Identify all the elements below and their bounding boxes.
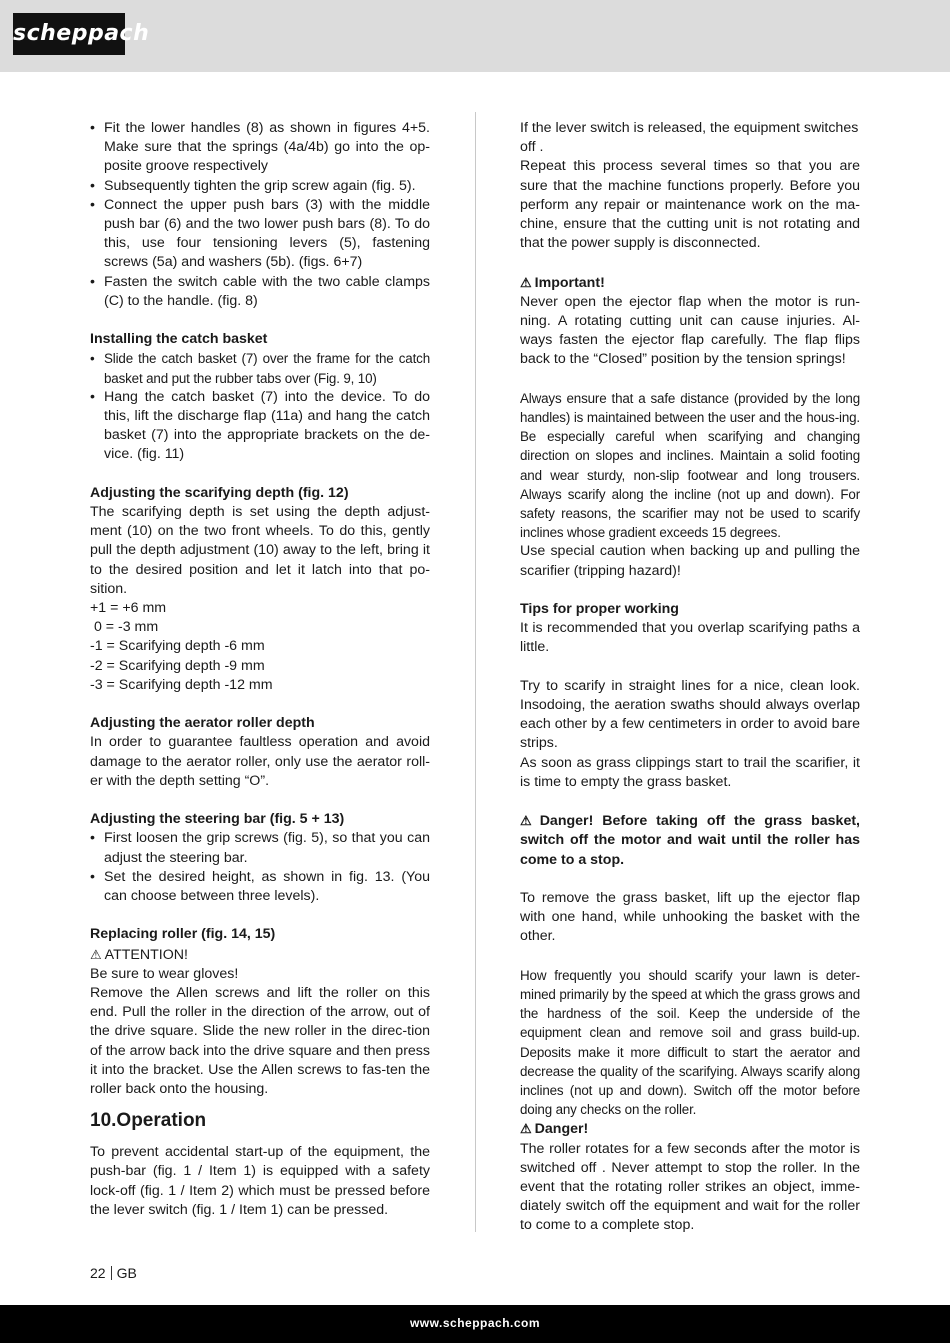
paragraph: Try to scarify in straight lines for a nice, clean look. Insodoing, the aeration swaths should always overlap each other by a few centimeters in order to avoid bare strips.: [520, 677, 860, 752]
list-item: • Fit the lower handles (8) as shown in figures 4+5. Make sure that the springs (4a/4b) go into the op-posite groove respectively: [90, 119, 430, 177]
paragraph: How frequently you should scarify your lawn is deter-mined primarily by the speed at which the grass grows and the hardness of the soil. Keep the underside of the equipment clean and remove soil and grass build-up. Deposits make it more difficult to start the aerator and decrease the quality of the scarifying. Always scarify along inclines (not up and down). Switch off the motor before doing any checks on the roller.: [520, 967, 860, 1118]
paragraph: The scarifying depth is set using the depth adjust-ment (10) on the two front wheels. To do this, gently pull the depth adjustment (10) away to the left, bring it to the desired position and let it latch into that po-sition.: [90, 504, 430, 597]
paragraph: In order to guarantee faultless operation and avoid damage to the aerator roller, only use the aerator roll-er with the depth setting “O”.: [90, 734, 430, 789]
depth-setting: +1 = +6 mm: [90, 600, 167, 617]
paragraph: Be sure to wear gloves!: [90, 965, 239, 982]
paragraph: Always ensure that a safe distance (provided by the long handles) is maintained between the user and the hous-ing. Be especially careful when scarifying and changing direction on slopes and inclines. Maintain a solid footing and wear sturdy, non-slip footwear and long trousers. Always scarify along the incline (not up and down). For safety reasons, the scarifier may not be used to scarify inclines whose gradient exceeds 15 degrees.: [520, 390, 860, 541]
warning-icon: ⚠: [520, 274, 532, 290]
footer-bar: [0, 1305, 950, 1343]
danger-heading: ⚠ Danger!: [520, 1121, 589, 1138]
left-column: [90, 119, 430, 1220]
paragraph: If the lever switch is released, the equipment switches off .: [520, 120, 859, 156]
warning-icon: ⚠: [520, 1121, 532, 1137]
warning-icon: ⚠: [520, 813, 537, 829]
section-heading: Installing the catch basket: [90, 331, 268, 348]
paragraph: To prevent accidental start-up of the equipment, the push-bar (fig. 1 / Item 1) is equipped with a safety lock-off (fig. 1 / Item 2) which must be pressed before the lever switch (fig. 1 / Item 1) can be pressed.: [90, 1144, 430, 1218]
brand-logo: scheppach: [13, 13, 125, 55]
list-item: • First loosen the grip screws (fig. 5), so that you can adjust the steering bar.: [90, 829, 430, 867]
intro-bullets: [90, 119, 430, 311]
attention-line: ⚠ ATTENTION!: [90, 946, 188, 963]
paragraph: Never open the ejector flap when the motor is run-ning. A rotating cutting unit can cause injuries. Al-ways fasten the ejector flap carefully. The flap flips back to the “Closed” position by the tension springs!: [520, 293, 860, 368]
depth-setting: -1 = Scarifying depth -6 mm: [90, 638, 265, 655]
warning-icon: ⚠: [90, 946, 102, 962]
section-heading: Tips for proper working: [520, 601, 679, 618]
section-title: 10.Operation: [90, 1110, 207, 1132]
website-link[interactable]: www.scheppach.com: [409, 1316, 541, 1330]
depth-setting: -3 = Scarifying depth -12 mm: [90, 676, 273, 693]
paragraph: The roller rotates for a few seconds after the motor is switched off . Never attempt to stop the roller. In the event that the rotating roller strikes an object, imme-diately switch off the equipment and wait for the roller to come to a complete stop.: [520, 1140, 860, 1234]
important-heading: ⚠ Important!: [520, 274, 605, 291]
paragraph: It is recommended that you overlap scarifying paths a little.: [520, 620, 860, 656]
list-item: • Slide the catch basket (7) over the frame for the catch basket and put the rubber tabs over (Fig. 9, 10): [90, 349, 430, 387]
depth-setting: -2 = Scarifying depth -9 mm: [90, 657, 265, 674]
paragraph: Repeat this process several times so that you are sure that the machine functions properly. Before you perform any repair or maintenance work on the ma-chine, ensure that the cutting unit is not rotating and that the power supply is disconnected.: [520, 158, 860, 252]
header-band: [0, 0, 950, 72]
list-item: • Hang the catch basket (7) into the device. To do this, lift the discharge flap (11a) and hang the catch basket (7) into the appropriate brackets on the de-vice. (fig. 11): [90, 388, 430, 465]
column-divider: [475, 112, 476, 1232]
list-item: • Subsequently tighten the grip screw again (fig. 5).: [90, 177, 430, 196]
list-item: • Set the desired height, as shown in fig. 13. (You can choose between three levels).: [90, 868, 430, 906]
catch-basket-bullets: [90, 349, 430, 464]
paragraph: To remove the grass basket, lift up the ejector flap with one hand, while unhooking the basket with the other.: [520, 890, 860, 945]
page-number: 22 GB: [90, 1265, 137, 1281]
danger-notice: ⚠ Danger! Before taking off the grass basket, switch off the motor and wait until the roller has come to a stop.: [520, 813, 860, 868]
paragraph: Remove the Allen screws and lift the roller on this end. Pull the roller in the direction of the arrow, out of the drive square. Slide the new roller in the direc-tion of the arrow back into the drive square and then press it into the bracket. Use the Allen screws to fas-ten the roller back onto the housing.: [90, 985, 430, 1098]
section-heading: Adjusting the steering bar (fig. 5 + 13): [90, 811, 345, 828]
section-heading: Adjusting the scarifying depth (fig. 12): [90, 484, 349, 501]
list-item: • Fasten the switch cable with the two cable clamps (C) to the handle. (fig. 8): [90, 273, 430, 311]
paragraph: As soon as grass clippings start to trail the scarifier, it is time to empty the grass basket.: [520, 754, 860, 790]
section-heading: Adjusting the aerator roller depth: [90, 715, 315, 732]
list-item: • Connect the upper push bars (3) with the middle push bar (6) and the two lower push bars (8). To do this, use four tensioning levers (5), fastening screws (5a) and washers (5b). (figs. 6+7): [90, 196, 430, 273]
depth-setting: 0 = -3 mm: [90, 619, 159, 636]
steering-bar-bullets: [90, 829, 430, 906]
right-column: [520, 119, 860, 1236]
paragraph: Use special caution when backing up and pulling the scarifier (tripping hazard)!: [520, 543, 860, 579]
section-heading: Replacing roller (fig. 14, 15): [90, 926, 276, 943]
